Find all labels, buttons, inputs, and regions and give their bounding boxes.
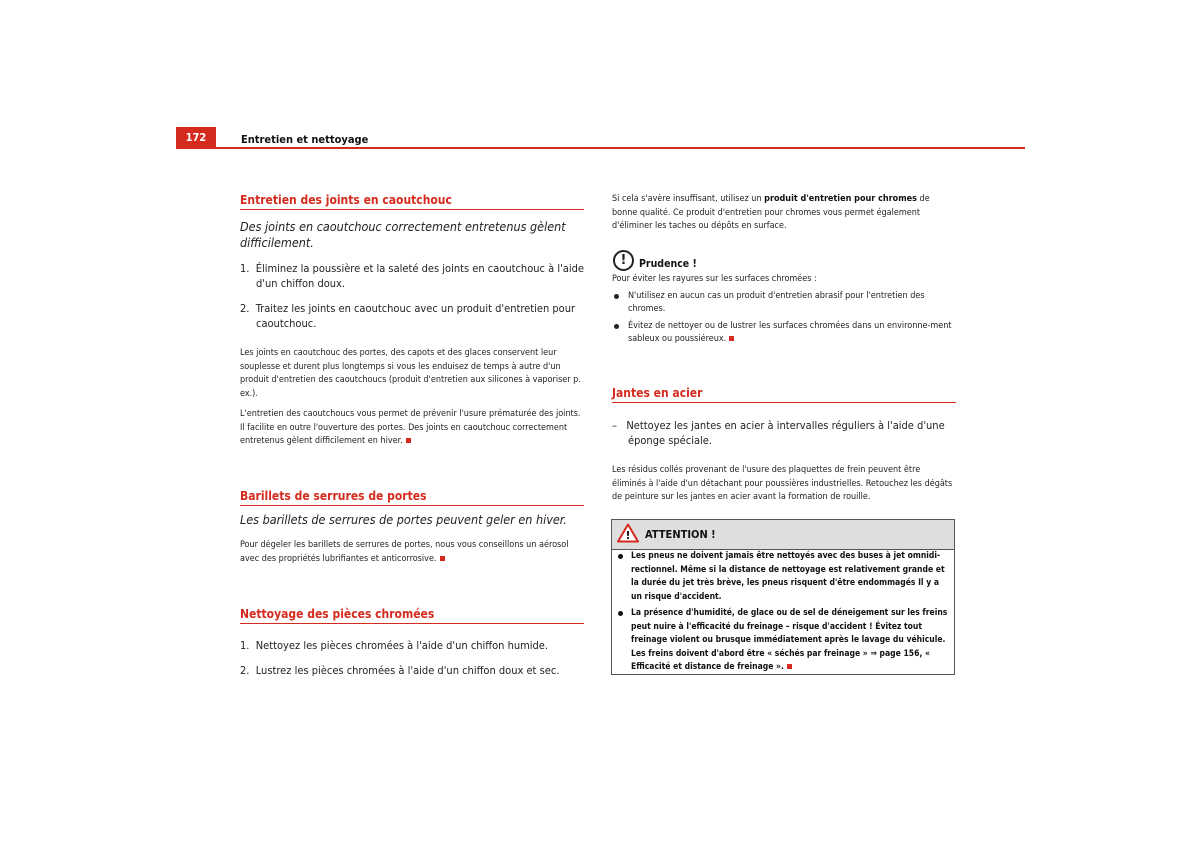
bullet-icon [614,294,619,299]
page-reference-arrow-icon: ⇒ [870,648,877,659]
section-heading: Jantes en acier [612,386,956,403]
step-text: Éliminez la poussière et la saleté des joints en caoutchouc à l'aide d'un chiffon doux. [255,262,584,290]
header-rule [176,147,1025,149]
paragraph [240,408,584,449]
section-lead: Les barillets de serrures de portes peuvent geler en hiver. [240,512,567,527]
paragraph-text: Si cela s'avère insuffisant, utilisez un [612,194,762,204]
page-reference[interactable]: page 156, [879,648,923,659]
step-text: Traitez les joints en caoutchouc avec un produit d'entretien pour caoutchouc. [255,302,576,330]
paragraph-text: L'entretien des caoutchoucs vous permet de prévenir l'usure prématurée des joints. Il facilite en outre l'ouverture des portes. Des joints en caoutchouc correctement entretenus gèlent difficilement en hiver. [240,409,581,446]
section-heading: Barillets de serrures de portes [240,489,584,506]
step-number: 2. [240,302,250,315]
paragraph: Les joints en caoutchouc des portes, des capots et des glaces conservent leur souplesse et durent plus longtemps si vous les enduisez de temps à autre d'un produit d'entretien des caoutchoucs (produit d'entretien aux silicones à vaporiser p. ex.). [240,348,581,399]
running-title: Entretien et nettoyage [241,133,369,146]
bullet-text: Évitez de nettoyer ou de lustrer les surfaces chromées dans un environne-ment sableux ou poussiéreux. [628,320,952,344]
step-1 [240,261,584,291]
step-number: 1. [240,639,250,652]
warning-item [615,607,951,675]
section-steel-rims [612,386,956,505]
page-reference-title: « Efficacité et distance de freinage ». [631,648,930,672]
dash-marker: – [612,419,617,432]
bullet-icon [614,324,619,329]
step-text: Nettoyez les jantes en acier à intervalles réguliers à l'aide d'une éponge spéciale. [626,419,945,447]
bullet-item [612,320,956,347]
end-of-section-marker [787,664,792,669]
end-of-section-marker [729,336,734,341]
caution-icon: ! [613,250,634,271]
step-2 [240,301,584,331]
caution-intro: Pour éviter les rayures sur les surfaces chromées : [612,274,817,284]
warning-header [612,520,954,550]
paragraph-text: de bonne qualité. Ce produit d'entretien pour chromes vous permet également d'éliminer les taches ou dépôts en surface. [612,194,930,231]
step-number: 1. [240,262,250,275]
section-heading: Nettoyage des pièces chromées [240,607,584,624]
end-of-section-marker [440,556,445,561]
bold-term: produit d'entretien pour chromes [764,194,917,204]
step-2 [240,663,584,678]
warning-box [611,519,955,675]
section-chrome-parts [240,607,584,678]
paragraph-text: Pour dégeler les barillets de serrures de portes, nous vous conseillons un aérosol avec des propriétés lubrifiantes et anticorrosive. [240,540,569,564]
paragraph: Les résidus collés provenant de l'usure des plaquettes de frein peuvent être éliminés à l'aide d'un détachant pour poussières industrielles. Retouchez les dégâts de peinture sur les jantes en acier avant la formation de rouille. [612,465,953,502]
section-rubber-seals [240,193,584,449]
end-of-section-marker [406,438,411,443]
warning-triangle-icon [617,523,639,543]
step-text: Nettoyez les pièces chromées à l'aide d'un chiffon humide. [255,639,549,652]
step-text: Lustrez les pièces chromées à l'aide d'un chiffon doux et sec. [255,664,560,677]
section-door-locks [240,489,584,566]
warning-text: La présence d'humidité, de glace ou de sel de déneigement sur les freins peut nuire à l'efficacité du freinage – risque d'accident ! Évitez tout freinage violent ou brusque immédiatement après le lavage du véhicule. Les freins doivent d'abord être « séchés par freinage » [631,608,948,659]
warning-title: ATTENTION ! [645,528,716,541]
chrome-intro [612,193,956,234]
bullet-icon [618,611,623,616]
warning-body [615,550,951,675]
bullet-item [612,290,956,317]
page-number: 172 [176,127,216,148]
bullet-icon [618,554,623,559]
paragraph [240,539,584,566]
section-lead: Des joints en caoutchouc correctement entretenus gèlent difficilement. [240,219,566,250]
bullet-text: N'utilisez en aucun cas un produit d'entretien abrasif pour l'entretien des chromes. [628,290,925,314]
warning-item [615,550,951,604]
caution-block [612,273,956,347]
step-item [612,418,956,448]
section-heading: Entretien des joints en caoutchouc [240,193,584,210]
warning-text: Les pneus ne doivent jamais être nettoyés avec des buses à jet omnidi-rectionnel. Même si la distance de nettoyage est relativement grande et la durée du jet très brève, les pneus risquent d'être endommagés Il y a un risque d'accident. [631,551,945,602]
caution-title: Prudence ! [639,258,697,270]
step-number: 2. [240,664,250,677]
step-1 [240,638,584,653]
paragraph [612,193,956,234]
warning-glyph: ! [625,529,631,542]
